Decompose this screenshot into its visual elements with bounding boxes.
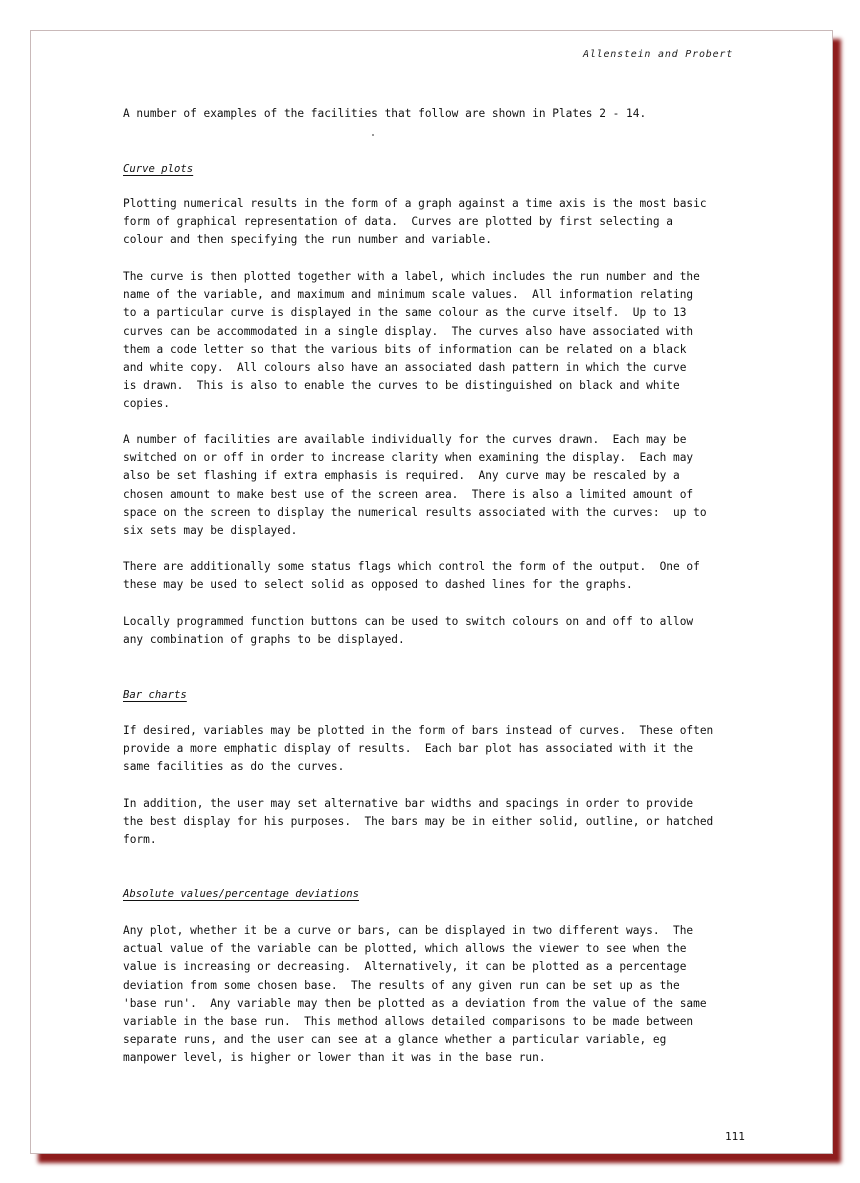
curve-plots-paragraph-5: Locally programmed function buttons can be used to switch colours on and off to allow any combination of graphs to be displayed. [123, 615, 694, 647]
bar-charts-paragraph-1: If desired, variables may be plotted in the form of bars instead of curves. These often provide a more emphatic display of results. Each bar plot has associated with it the same facilities as do the curves. [123, 724, 714, 774]
absolute-values-paragraph-1: Any plot, whether it be a curve or bars, can be displayed in two different ways. The actual value of the variable can be plotted, which allows the viewer to see when the value is increasing or decreasing. Alternatively, it can be plotted as a percentage deviation from some chosen base. The results of any given run can be set up as the 'base run'. Any variable may then be plotted as a deviation from the value of the same variable in the base run. This method allows detailed comparisons to be made between separate runs, and the user can see at a glance whether a particular variable, eg manpower level, is higher or lower than it was in the base run. [123, 924, 707, 1065]
section-heading-curve-plots: Curve plots [123, 163, 194, 175]
running-head: Allenstein and Probert [583, 49, 734, 60]
section-heading-absolute-values: Absolute values/percentage deviations [123, 888, 359, 900]
page-number: 111 [725, 1130, 745, 1143]
intro-paragraph: A number of examples of the facilities that follow are shown in Plates 2 - 14. [123, 107, 647, 120]
scan-speck [372, 134, 374, 136]
curve-plots-paragraph-3: A number of facilities are available individually for the curves drawn. Each may be switched on or off in order to increase clarity when examining the display. Each may also be set flashing if extra emphasis is required. Any curve may be rescaled by a chosen amount to make best use of the screen area. There is also a limited amount of space on the screen to display the numerical results associated with the curves: up to six sets may be displayed. [123, 433, 707, 538]
curve-plots-paragraph-2: The curve is then plotted together with a label, which includes the run number and the name of the variable, and maximum and minimum scale values. All information relating to a particular curve is displayed in the same colour as the curve itself. Up to 13 curves can be accommodated in a single display. The curves also have associated with them a code letter so that the various bits of information can be related on a black and white copy. All colours also have an associated dash pattern in which the curve is drawn. This is also to enable the curves to be distinguished on black and white copies. [123, 270, 700, 411]
bar-charts-paragraph-2: In addition, the user may set alternative bar widths and spacings in order to provide the best display for his purposes. The bars may be in either solid, outline, or hatched form. [123, 797, 714, 847]
section-heading-bar-charts: Bar charts [123, 689, 187, 701]
curve-plots-paragraph-4: There are additionally some status flags which control the form of the output. One of these may be used to select solid as opposed to dashed lines for the graphs. [123, 560, 700, 592]
curve-plots-paragraph-1: Plotting numerical results in the form of a graph against a time axis is the most basic form of graphical representation of data. Curves are plotted by first selecting a colour and then specifying the run number and variable. [123, 197, 707, 247]
